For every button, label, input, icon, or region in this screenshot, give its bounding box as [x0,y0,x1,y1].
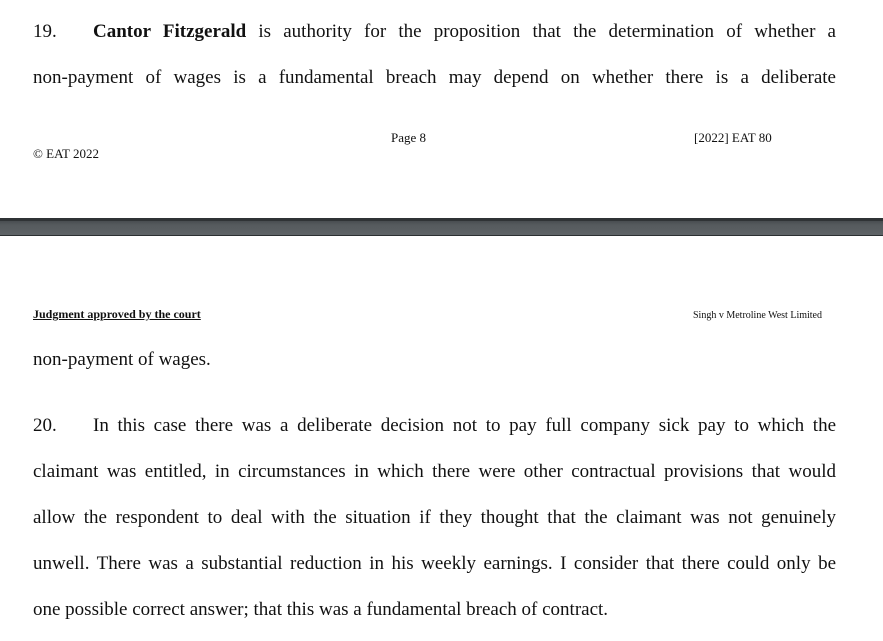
paragraph-19-line-2: non-payment of wages is a fundamental breach may depend on whether there is a deliberate [33,67,836,88]
paragraph-20-line-1 [33,415,836,437]
paragraph-number: 20. [33,415,57,436]
paragraph-20-line-3: allow the respondent to deal with the situation if they thought that the claimant was not genuinely [33,507,836,528]
paragraph-20-text: In this case there was a deliberate decision not to pay full company sick pay to which the [93,415,836,436]
case-name: Cantor Fitzgerald [93,21,247,42]
paragraph-19-continuation: non-payment of wages. [33,349,211,370]
paragraph-20-line-2: claimant was entitled, in circumstances in which there were other contractual provisions that would [33,461,836,482]
copyright-notice: © EAT 2022 [33,146,99,161]
document-page-9 [0,236,883,641]
page-separator [0,218,883,236]
neutral-citation: [2022] EAT 80 [694,130,772,145]
case-title-header: Singh v Metroline West Limited [693,310,822,321]
paragraph-20-line-4: unwell. There was a substantial reduction in his weekly earnings. I consider that there could only be [33,553,836,574]
paragraph-number: 19. [33,21,57,42]
paragraph-20-line-5: one possible correct answer; that this was a fundamental breach of contract. [33,599,609,620]
paragraph-19-text: is authority for the proposition that the determination of whether a [246,21,836,42]
paragraph-19-line-1 [33,21,836,43]
document-page-8 [0,0,883,218]
page-number: Page 8 [391,130,427,145]
judgment-header: Judgment approved by the court [33,307,201,321]
